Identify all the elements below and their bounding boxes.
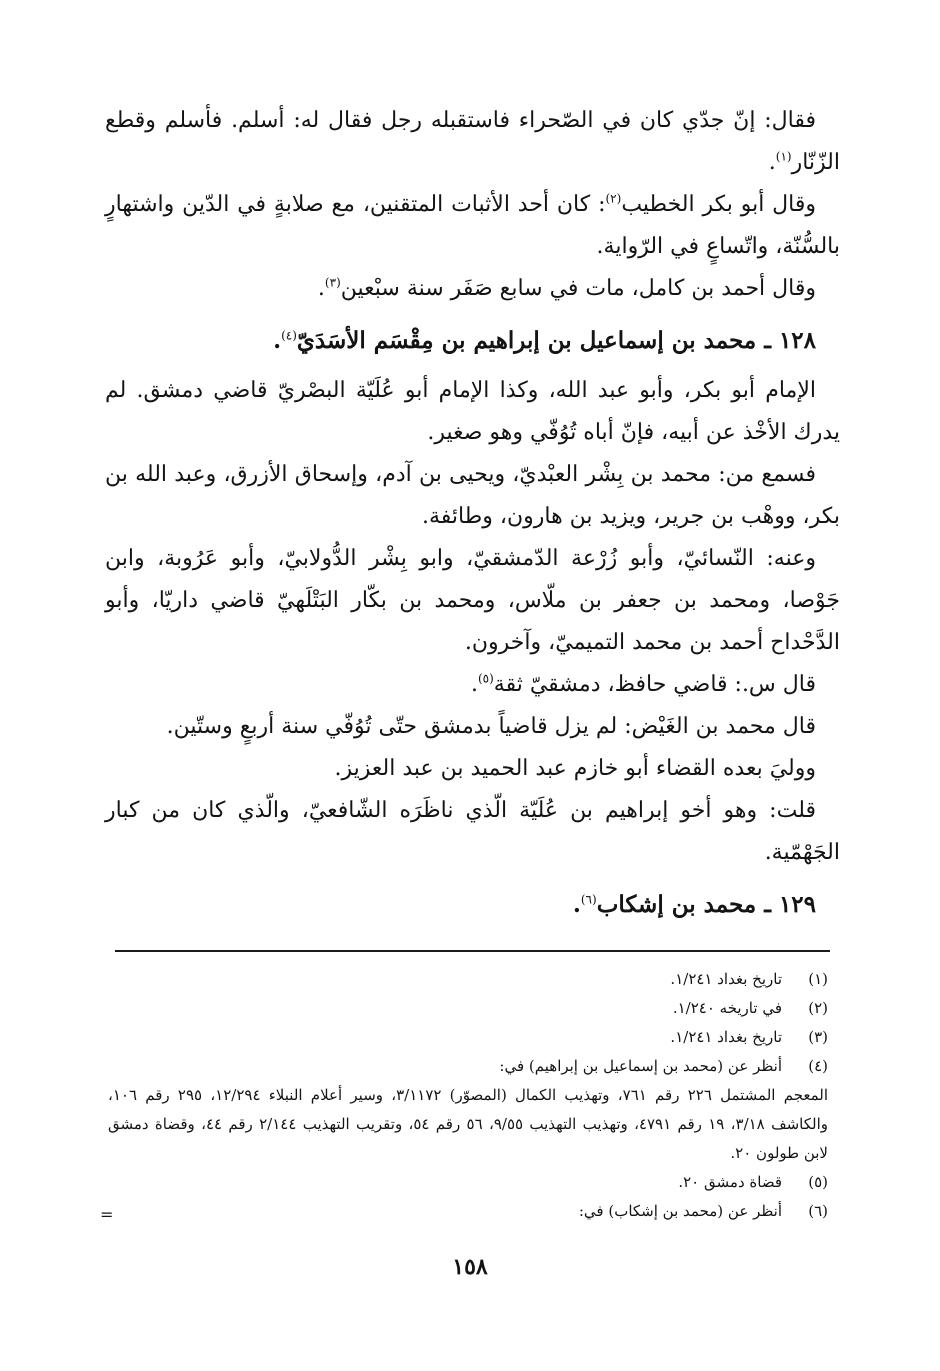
paragraph-9: ووليَ بعده القضاء أبو خازم عبد الحميد بن عبد العزيز. [334, 756, 816, 781]
entry-number-128: ١٢٨ ـ [764, 327, 816, 354]
footnote-4-text: أنظر عن (محمد بن إسماعيل بن إبراهيم) في: [499, 1057, 782, 1075]
entry-heading-129-tail: . [572, 891, 581, 918]
paragraph-7-text: قال س.: قاضي حافظ، دمشقيّ ثقة [493, 672, 816, 697]
paragraph-1-tail: . [768, 150, 776, 175]
continuation-mark: = [100, 1205, 114, 1224]
entry-heading-128-tail: . [273, 327, 282, 354]
footnotes [108, 965, 828, 1226]
footnote-ref-2[interactable]: (٢) [605, 191, 622, 206]
paragraph-3-tail: . [317, 276, 325, 301]
entry-title-128: محمد بن إسماعيل بن إبراهيم بن مِقْسَم الأسَدَيّ [296, 327, 757, 354]
footnote-5-mark: (٥) [808, 1173, 828, 1191]
footnote-2 [108, 994, 828, 1023]
footnote-6-mark: (٦) [808, 1202, 828, 1220]
footnote-ref-4[interactable]: (٤) [281, 328, 297, 343]
paragraph-1 [105, 100, 840, 184]
paragraph-4: الإمام أبو بكر، وأبو عبد الله، وكذا الإمام أبو عُلَيّة البصْريّ قاضي دمشق. لم يدرك الأخْذ عن أبيه، فإنّ أباه تُوُفّي وهو صغير. [105, 378, 840, 445]
paragraph-7-tail: . [470, 672, 478, 697]
footnote-4-mark: (٤) [808, 1057, 828, 1075]
paragraph-1-text: فقال: إنّ جدّي كان في الصّحراء فاستقبله رجل فقال له: أسلم. فأسلم وقطع الزّنّار [105, 108, 840, 175]
footnote-3-mark: (٣) [808, 1028, 828, 1046]
main-text [105, 100, 840, 934]
footnote-1-text: تاريخ بغداد ١/٢٤١. [670, 970, 782, 988]
footnote-3 [108, 1023, 828, 1052]
paragraph-3 [105, 268, 840, 310]
entry-title-129: محمد بن إشكاب [596, 891, 757, 918]
footnote-6 [108, 1197, 828, 1226]
footnote-ref-3[interactable]: (٣) [324, 275, 341, 290]
paragraph-6: وعنه: النّسائيّ، وأبو زُرْعة الدّمشقيّ، وابو بِشْر الدُّولابيّ، وأبو عَرُوبة، وابن جَوْصا، ومحمد بن جعفر بن ملّاس، ومحمد بن بكّار البَتْلَهيّ قاضي داريّا، وأبو الدَّحْداح أحمد بن محمد التميميّ، وآخرون. [105, 546, 840, 655]
paragraph-7 [105, 664, 840, 706]
paragraph-5: فسمع من: محمد بن بِشْر العبْديّ، ويحيى بن آدم، وإسحاق الأزرق، وعبد الله بن بكر، ووهْب بن جرير، ويزيد بن هارون، وطائفة. [105, 462, 840, 529]
footnote-5 [108, 1168, 828, 1197]
paragraph-8: قال محمد بن الغَيْض: لم يزل قاضياً بدمشق حتّى تُوُفّي سنة أربعٍ وستّين. [166, 714, 816, 739]
entry-number-129: ١٢٩ ـ [764, 891, 816, 918]
footnote-1 [108, 965, 828, 994]
page-number: ١٥٨ [452, 1254, 488, 1280]
paragraph-2-text-a: وقال أبو بكر الخطيب [621, 192, 816, 217]
footnote-1-mark: (١) [808, 970, 828, 988]
footnote-5-text: قضاة دمشق ٢٠. [678, 1173, 782, 1191]
footnote-4 [108, 1052, 828, 1081]
footnote-3-text: تاريخ بغداد ١/٢٤١. [670, 1028, 782, 1046]
paragraph-10: قلت: وهو أخو إبراهيم بن عُلَيّة الّذي ناظَرَه الشّافعيّ، والّذي كان من كبار الجَهْمّية. [105, 798, 840, 865]
footnote-ref-6[interactable]: (٦) [580, 892, 597, 907]
footnote-separator [115, 950, 830, 952]
paragraph-2 [105, 184, 840, 268]
footnote-2-mark: (٢) [808, 999, 828, 1017]
footnote-2-text: في تاريخه ١/٢٤٠. [672, 999, 782, 1017]
footnote-6-text: أنظر عن (محمد بن إشكاب) في: [578, 1202, 782, 1220]
entry-heading-128 [105, 318, 840, 364]
paragraph-2-text-b: : كان أحد الأثبات المتقنين، مع صلابةٍ في الدّين واشتهارٍ بالسُّنّة، واتّساعٍ في الرّواية. [105, 192, 840, 259]
entry-heading-129 [105, 882, 840, 928]
footnote-ref-5[interactable]: (٥) [477, 671, 494, 686]
footnote-ref-1[interactable]: (١) [775, 149, 792, 164]
footnote-4-continuation: المعجم المشتمل ٢٢٦ رقم ٧٦١، وتهذيب الكمال (المصوّر) ٣/١١٧٢، وسير أعلام النبلاء ١٢/٢٩٤، ٢٩٥ رقم ١٠٦، والكاشف ٣/١٨، ١٩ رقم ٤٧٩١، وتهذيب التهذيب ٩/٥٥، ٥٦ رقم ٥٤، وتقريب التهذيب ٢/١٤٤ رقم ٤٤، وقضاة دمشق لابن طولون ٢٠. [108, 1086, 829, 1162]
paragraph-3-text: وقال أحمد بن كامل، مات في سابع صَفَر سنة سبْعين [340, 276, 816, 301]
